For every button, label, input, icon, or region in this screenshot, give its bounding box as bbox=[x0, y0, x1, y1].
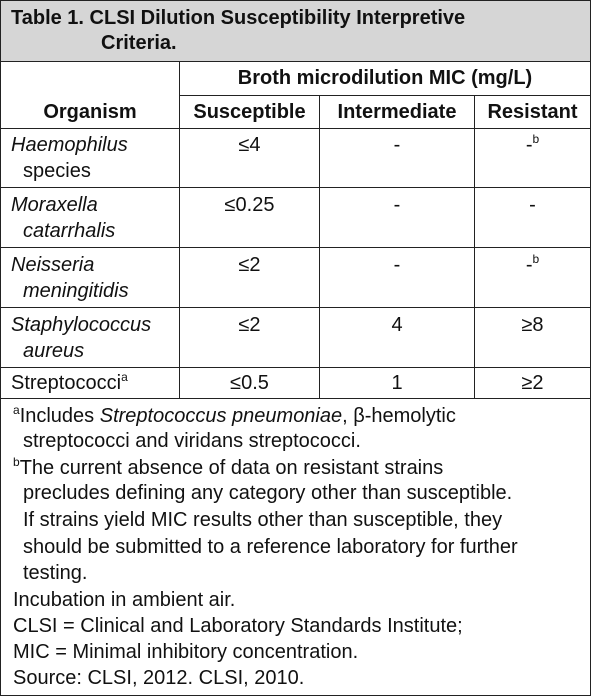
footnote-a: $^a$Includes Streptococcus pneumoniae, β-hemolytic bbox=[13, 403, 456, 427]
resistant-value: - bbox=[529, 194, 536, 216]
susceptible-value: ≤4 bbox=[238, 134, 261, 156]
table-bottom-line bbox=[1, 398, 590, 399]
group-header: Broth microdilution MIC (mg/L) bbox=[237, 67, 533, 89]
intermediate-value: 4 bbox=[391, 314, 403, 336]
organism-name: Staphylococcus bbox=[11, 314, 152, 336]
organism-name: Neisseria bbox=[11, 254, 95, 276]
row-divider bbox=[1, 367, 590, 368]
table-title bbox=[1, 1, 590, 62]
col-header-resistant: Resistant bbox=[487, 101, 578, 123]
footnote-b: $^b$The current absence of data on resistant strains bbox=[13, 455, 444, 479]
organism-name: Moraxella bbox=[11, 194, 98, 216]
footnote-b-cont: testing. bbox=[23, 562, 88, 584]
row-divider bbox=[1, 247, 590, 248]
organism-name-cont: catarrhalis bbox=[23, 220, 116, 242]
title-line-1: Table 1. CLSI Dilution Susceptibility Interpretive bbox=[11, 7, 466, 29]
note-source: Source: CLSI, 2012. CLSI, 2010. bbox=[13, 667, 305, 689]
organism-name-cont: aureus bbox=[23, 340, 85, 362]
footnote-a-cont: streptococci and viridans streptococci. bbox=[23, 430, 361, 452]
intermediate-value: 1 bbox=[391, 372, 403, 394]
footnote-marker: a bbox=[121, 370, 128, 384]
organism-name-cont: meningitidis bbox=[23, 280, 129, 302]
note-incubation: Incubation in ambient air. bbox=[13, 589, 236, 611]
footnote-marker: b bbox=[532, 252, 540, 266]
col-header-susceptible: Susceptible bbox=[193, 101, 306, 123]
susceptible-value: ≤0.5 bbox=[230, 372, 269, 394]
footnote-marker: b bbox=[532, 132, 540, 146]
row-divider bbox=[1, 187, 590, 188]
col-header-organism: Organism bbox=[43, 101, 137, 123]
resistant-value: -$^b$ bbox=[525, 132, 540, 156]
susceptible-value: ≤0.25 bbox=[224, 194, 275, 216]
organism-name-cont: species bbox=[23, 160, 91, 182]
intermediate-value: - bbox=[393, 194, 401, 216]
organism-name: Streptococci$^a$ bbox=[11, 370, 128, 394]
resistant-value: ≥2 bbox=[521, 372, 544, 394]
title-line-2: Criteria. bbox=[101, 32, 177, 54]
resistant-value: -$^b$ bbox=[525, 252, 540, 276]
resistant-value: ≥8 bbox=[521, 314, 544, 336]
susceptible-value: ≤2 bbox=[238, 314, 261, 336]
footnote-b-cont: precludes defining any category other than susceptible. bbox=[23, 482, 513, 504]
row-divider bbox=[1, 307, 590, 308]
intermediate-value: - bbox=[393, 134, 401, 156]
col-header-intermediate: Intermediate bbox=[337, 101, 457, 123]
footnote-b-cont: should be submitted to a reference laboratory for further bbox=[23, 536, 518, 558]
note-mic: MIC = Minimal inhibitory concentration. bbox=[13, 641, 359, 663]
header-bottom-line bbox=[1, 128, 590, 129]
intermediate-value: - bbox=[393, 254, 401, 276]
footnote-b-cont: If strains yield MIC results other than susceptible, they bbox=[23, 509, 503, 531]
susceptible-value: ≤2 bbox=[238, 254, 261, 276]
group-header-divider bbox=[179, 95, 590, 96]
organism-name: Haemophilus bbox=[11, 134, 128, 156]
note-clsi: CLSI = Clinical and Laboratory Standards Institute; bbox=[13, 615, 463, 637]
